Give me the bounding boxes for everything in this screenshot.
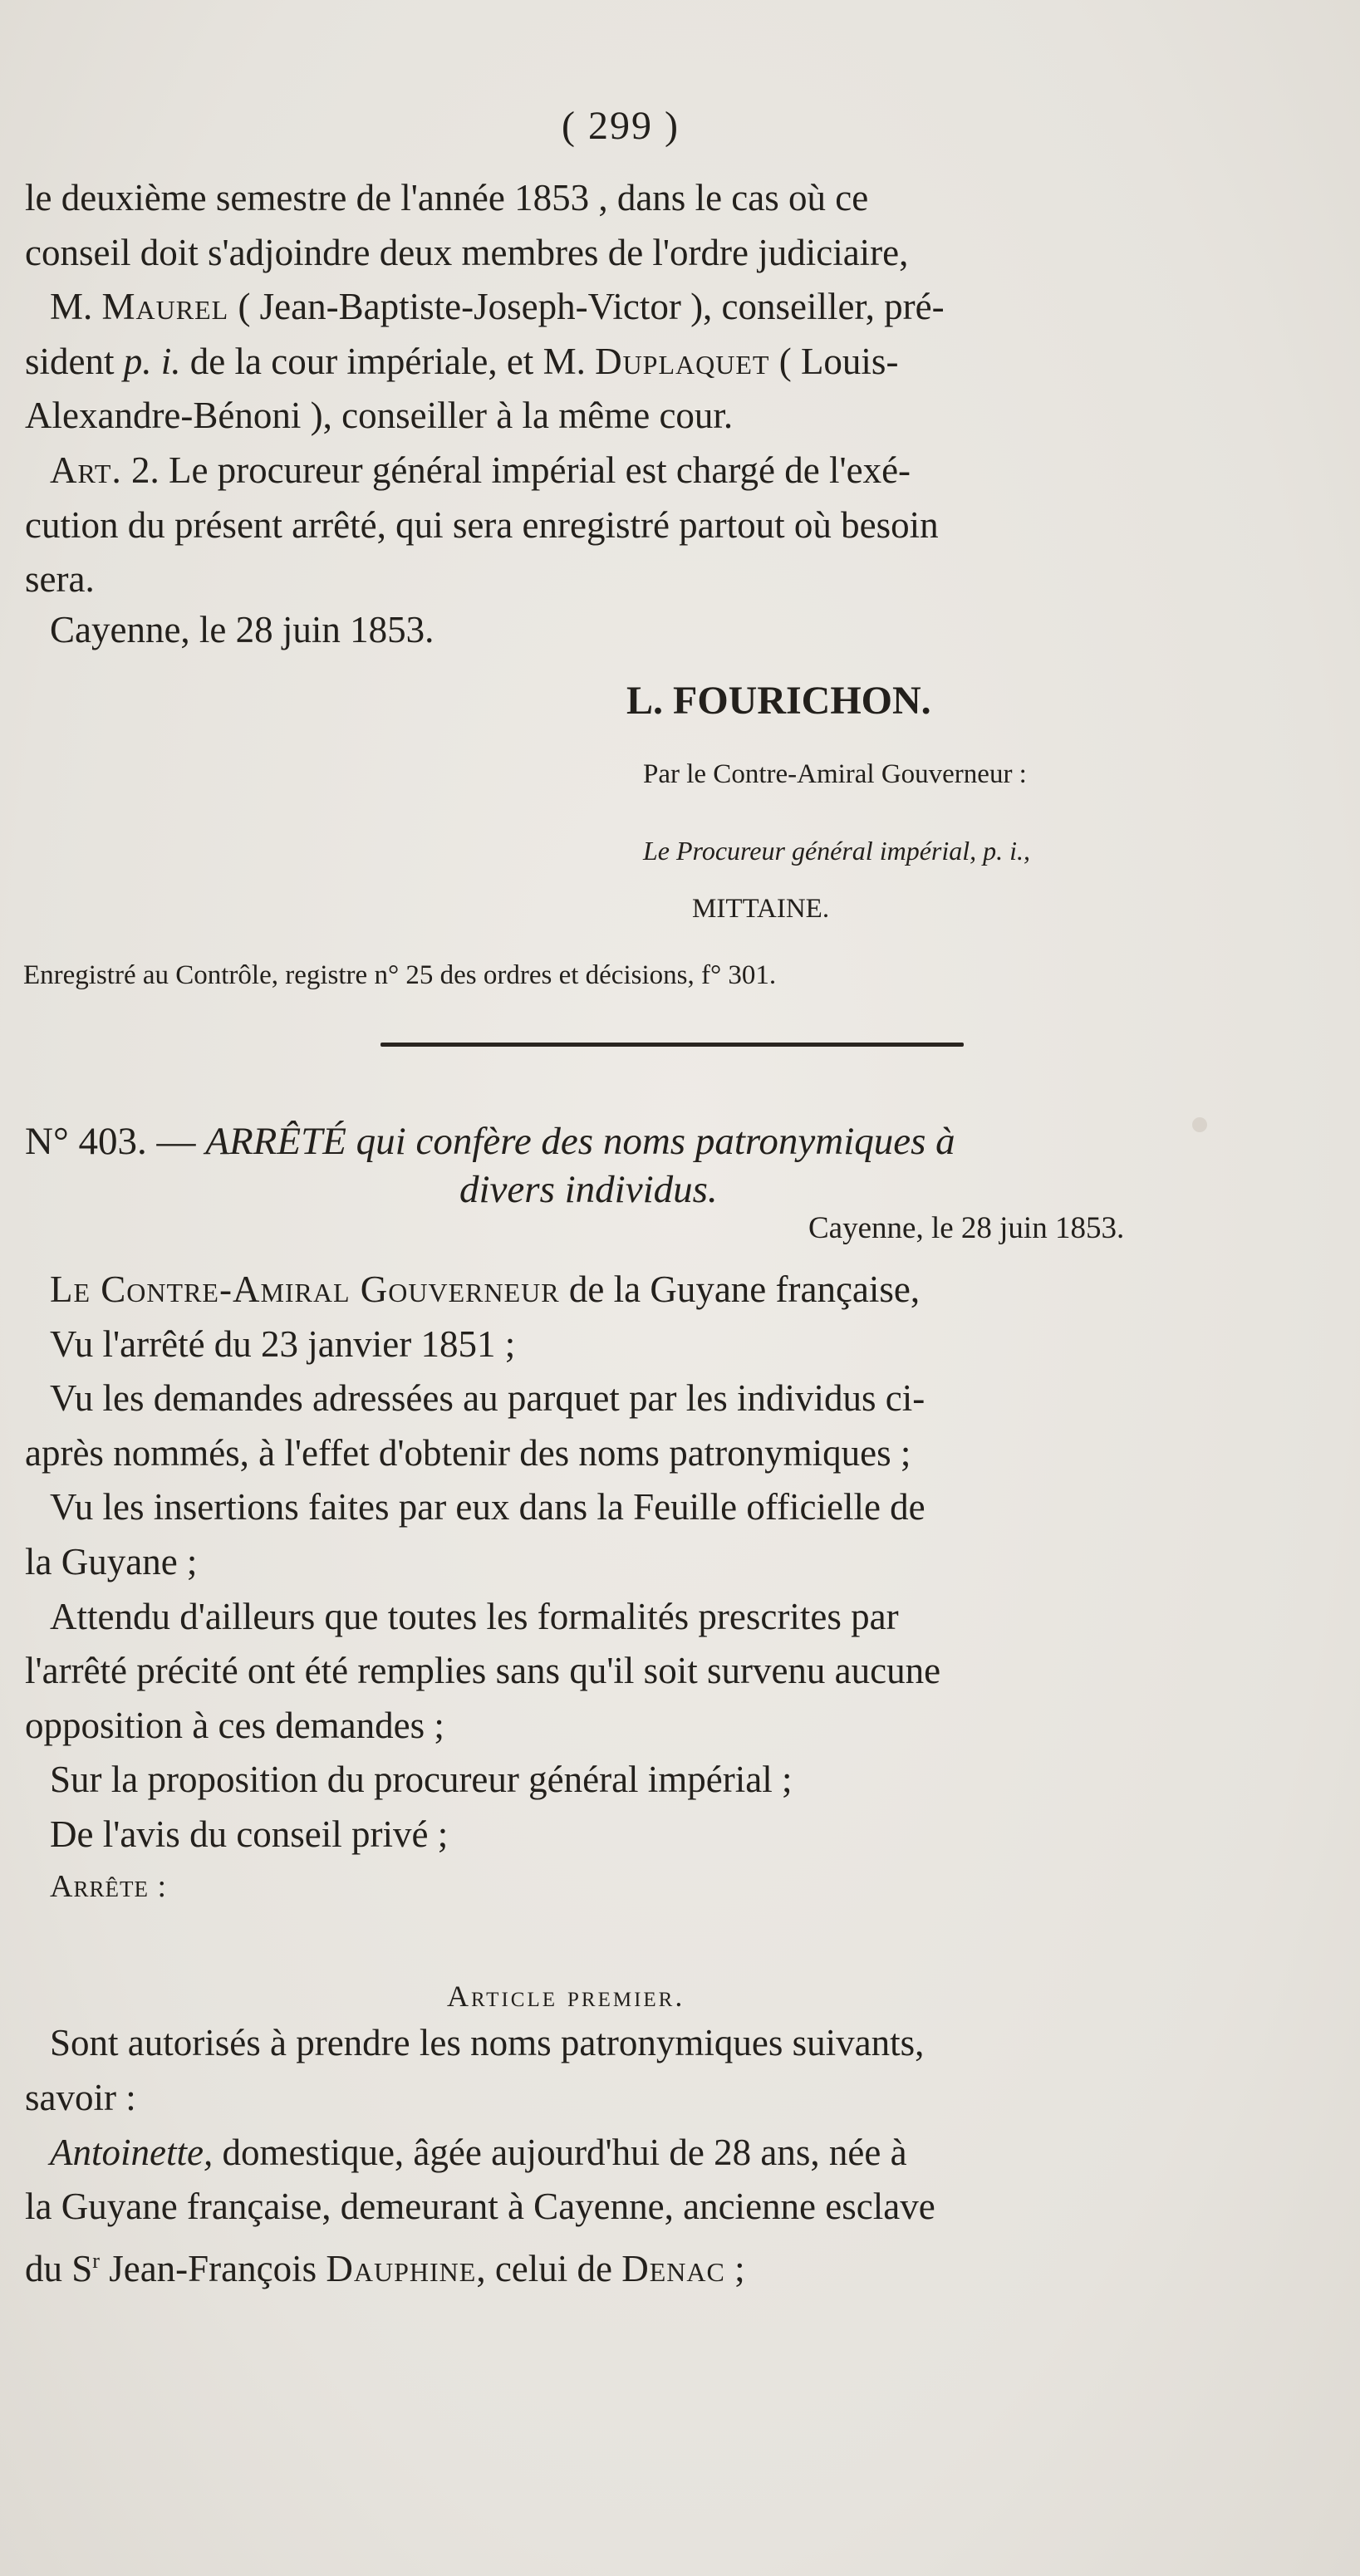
page-number: ( 299 )	[562, 104, 680, 148]
date-line: Cayenne, le 28 juin 1853.	[50, 609, 435, 650]
text-line: Art. 2. Le procureur général impérial est chargé de l'exé-	[50, 449, 911, 491]
decree-arrete: Arrête :	[50, 1869, 167, 1904]
text-line: De l'avis du conseil privé ;	[50, 1813, 449, 1855]
section-divider	[381, 1043, 964, 1047]
text-line: Le Contre-Amiral Gouverneur de la Guyane française,	[50, 1268, 921, 1310]
text-line: Vu l'arrêté du 23 janvier 1851 ;	[50, 1323, 516, 1365]
text-line: sera.	[25, 558, 95, 600]
paper-spot	[1192, 1117, 1207, 1132]
text-line: Attendu d'ailleurs que toutes les formalités prescrites par	[50, 1596, 899, 1637]
text-line: opposition à ces demandes ;	[25, 1705, 444, 1746]
text-line: cution du présent arrêté, qui sera enregistré partout où besoin	[25, 504, 939, 546]
countersign-label: Par le Contre-Amiral Gouverneur :	[643, 759, 1027, 789]
text-line: M. Maurel ( Jean-Baptiste-Joseph-Victor ), conseiller, pré-	[50, 286, 945, 327]
text-line: la Guyane ;	[25, 1541, 198, 1582]
text-line: le deuxième semestre de l'année 1853 , dans le cas où ce	[25, 177, 869, 218]
countersign-name: MITTAINE.	[692, 894, 830, 924]
registry-note: Enregistré au Contrôle, registre n° 25 des ordres et décisions, f° 301.	[23, 960, 777, 990]
text-line: Alexandre-Bénoni ), conseiller à la même cour.	[25, 395, 734, 436]
text-line: Antoinette, domestique, âgée aujourd'hui de 28 ans, née à	[50, 2132, 907, 2173]
text-line: Vu les demandes adressées au parquet par les individus ci-	[50, 1377, 925, 1419]
text-line: sident p. i. de la cour impériale, et M. Duplaquet ( Louis-	[25, 341, 899, 382]
text-line: Sont autorisés à prendre les noms patronymiques suivants,	[50, 2022, 925, 2063]
text-line: du $S^r$ Jean-François Dauphine, celui de Denac ;	[25, 2248, 745, 2289]
article-title: Article premier.	[447, 1980, 685, 2013]
text-line: après nommés, à l'effet d'obtenir des noms patronymiques ;	[25, 1432, 911, 1474]
text-line: Vu les insertions faites par eux dans la Feuille officielle de	[50, 1486, 925, 1528]
signature-governor: L. FOURICHON.	[626, 679, 931, 723]
act-date: Cayenne, le 28 juin 1853.	[808, 1211, 1125, 1245]
countersign-title: Le Procureur général impérial, p. i.,	[643, 836, 1031, 866]
text-line: Sur la proposition du procureur général impérial ;	[50, 1759, 793, 1800]
text-line: savoir :	[25, 2077, 136, 2118]
text-line: la Guyane française, demeurant à Cayenne, ancienne esclave	[25, 2186, 935, 2227]
text-line: conseil doit s'adjoindre deux membres de l'ordre judiciaire,	[25, 232, 909, 273]
text-line: l'arrêté précité ont été remplies sans qu'il soit survenu aucune	[25, 1650, 941, 1691]
act-heading-continued: divers individus.	[459, 1168, 718, 1211]
act-heading: N° 403. — ARRÊTÉ qui confère des noms patronymiques à	[25, 1120, 955, 1163]
